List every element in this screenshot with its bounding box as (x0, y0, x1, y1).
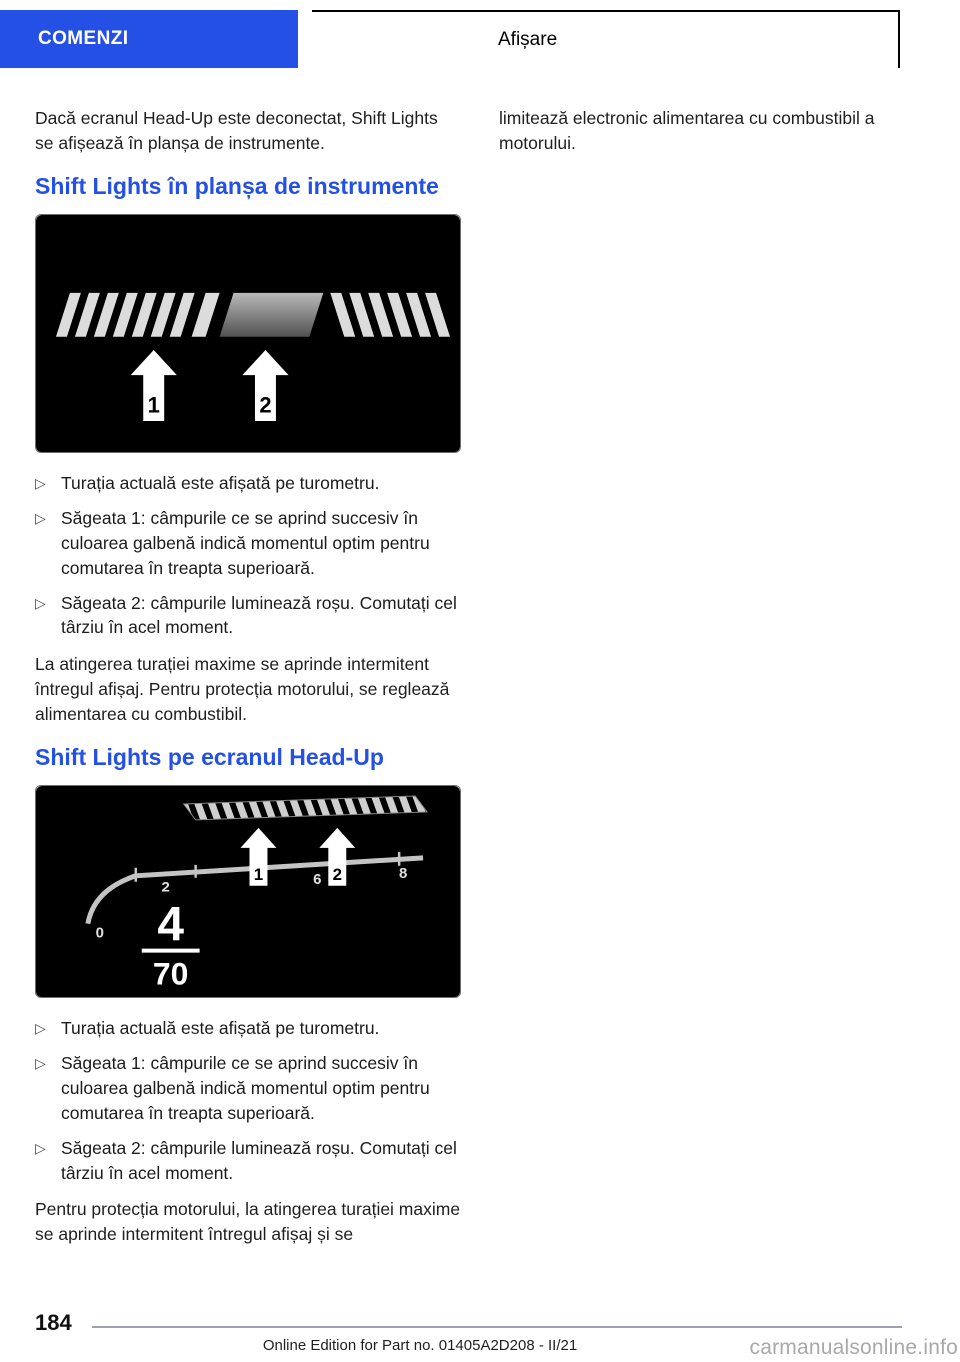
page-footer (0, 1290, 960, 1362)
bullet-item: ▷ Săgeata 2: câmpurile luminează roșu. Comutați cel târziu în acel moment. (35, 1136, 461, 1186)
scale-label-0: 0 (95, 924, 105, 942)
gear-indicator: 4 (157, 898, 185, 952)
content-columns (0, 88, 960, 1259)
chapter-tab: COMENZI (0, 10, 298, 68)
section1-title: Shift Lights în planșa de instrumente (35, 172, 439, 199)
triangle-bullet-icon: ▷ (35, 1055, 46, 1072)
scale-label-8: 8 (398, 864, 408, 882)
center-shift-band (220, 293, 324, 337)
section2-bullet-list (35, 1016, 461, 1185)
edition-note: Online Edition for Part no. 01405A2D208 - II/21 (262, 1337, 578, 1354)
section1-bullet-list (35, 471, 461, 640)
right-column-paragraph: limitează electronic alimentarea cu combustibil a motorului. (499, 108, 875, 153)
triangle-bullet-icon: ▷ (35, 510, 46, 527)
triangle-bullet-icon: ▷ (35, 475, 46, 492)
figure-shift-lights-headup (35, 785, 461, 999)
bullet-item: ▷ Turația actuală este afișată pe turometru. (35, 471, 461, 496)
triangle-bullet-icon: ▷ (35, 1020, 46, 1037)
section-tab: Afișare (312, 10, 900, 68)
arrow-1-label: 1 (147, 392, 160, 418)
speed-indicator: 70 (152, 955, 189, 992)
right-column (499, 106, 925, 1259)
left-column (35, 106, 461, 1259)
cluster-shift-lights-illustration (35, 214, 461, 453)
section2-note: Pentru protecția motorului, la atingerea turației maxime se aprinde intermitent întregul afișaj și se (35, 1199, 461, 1245)
arrow-1-label: 1 (253, 864, 264, 884)
bullet-item: ▷ Turația actuală este afișată pe turometru. (35, 1016, 461, 1041)
headup-shift-lights-illustration (35, 785, 461, 999)
watermark-text: carmanualsonline.info (749, 1336, 958, 1359)
page-number: 184 (35, 1310, 72, 1335)
scale-label-2: 2 (161, 878, 170, 896)
triangle-bullet-icon: ▷ (35, 594, 46, 611)
section2-title: Shift Lights pe ecranul Head-Up (35, 743, 384, 770)
scale-label-6: 6 (313, 870, 322, 888)
section1-note: La atingerea turației maxime se aprinde intermitent întregul afișaj. Pentru protecția motorului, se reglează alimentarea cu combustibil. (35, 654, 450, 724)
arrow-2-label: 2 (332, 864, 342, 884)
bullet-item: ▷ Săgeata 2: câmpurile luminează roșu. Comutați cel târziu în acel moment. (35, 591, 461, 641)
bullet-item: ▷ Săgeata 1: câmpurile ce se aprind succesiv în culoarea galbenă indică momentul optim pentru comutarea în treapta superioară. (35, 506, 461, 581)
footer-divider (92, 1326, 902, 1328)
arrow-2-label: 2 (259, 392, 272, 418)
page-header (0, 0, 960, 88)
triangle-bullet-icon: ▷ (35, 1139, 46, 1156)
bullet-item: ▷ Săgeata 1: câmpurile ce se aprind succesiv în culoarea galbenă indică momentul optim pentru comutarea în treapta superioară. (35, 1051, 461, 1126)
figure-shift-lights-cluster (35, 214, 461, 453)
intro-paragraph: Dacă ecranul Head-Up este deconectat, Shift Lights se afișează în planșa de instrumente. (35, 108, 438, 153)
